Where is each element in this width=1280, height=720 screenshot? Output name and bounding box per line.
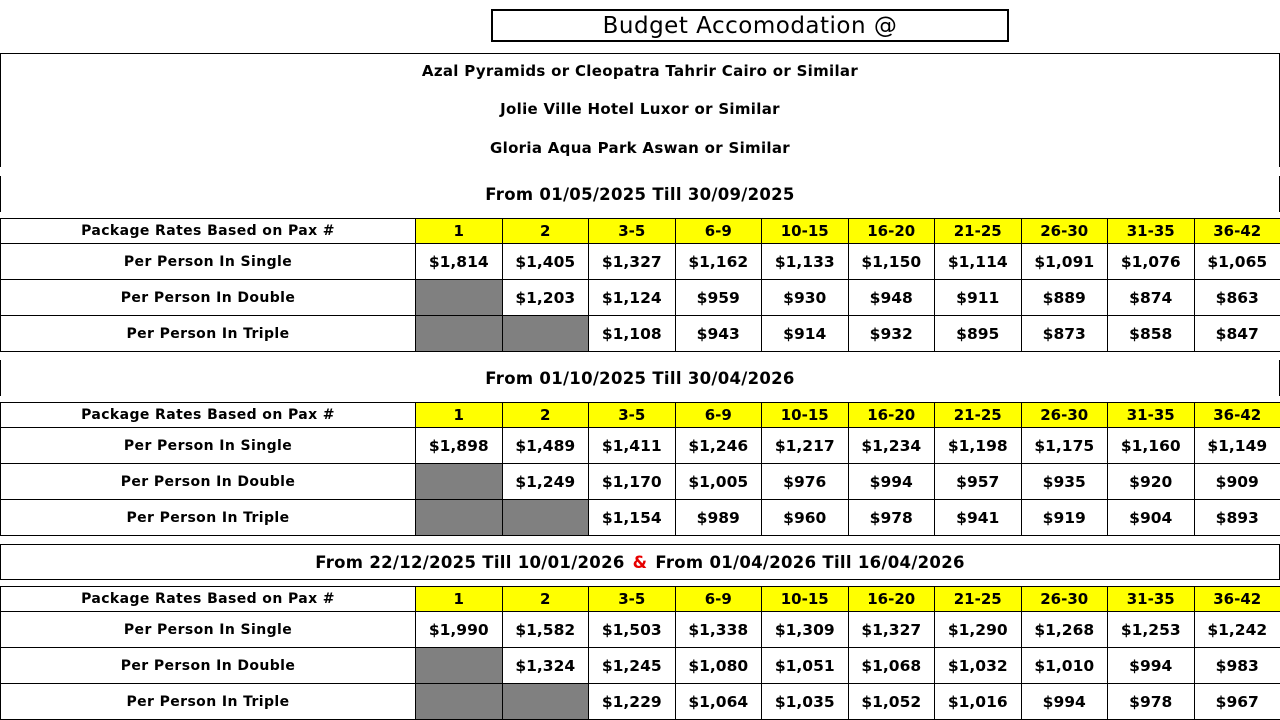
rate-cell: $1,324 (502, 648, 589, 684)
rate-cell: $960 (762, 500, 849, 536)
rate-cell: $1,160 (1108, 428, 1195, 464)
pax-group-header: 2 (502, 219, 589, 244)
pax-group-header: 26-30 (1021, 219, 1108, 244)
rate-cell: $1,898 (416, 428, 503, 464)
rate-cell: $873 (1021, 316, 1108, 352)
rate-cell: $1,253 (1108, 612, 1195, 648)
rate-cell: $1,246 (675, 428, 762, 464)
season-3-period-part-2: From 01/04/2026 Till 16/04/2026 (655, 552, 965, 572)
rate-cell: $1,032 (935, 648, 1022, 684)
rate-cell: $893 (1194, 500, 1280, 536)
rate-cell: $1,229 (589, 684, 676, 720)
rate-cell: $895 (935, 316, 1022, 352)
rate-cell: $1,249 (502, 464, 589, 500)
pax-group-header: 21-25 (935, 403, 1022, 428)
rate-cell: $1,217 (762, 428, 849, 464)
rate-cell: $1,290 (935, 612, 1022, 648)
rate-cell: $920 (1108, 464, 1195, 500)
pax-group-header: 36-42 (1194, 403, 1280, 428)
table-row (1, 316, 1280, 352)
table-header-row (1, 403, 1280, 428)
pax-group-header: 36-42 (1194, 219, 1280, 244)
rate-cell: $932 (848, 316, 935, 352)
rate-cell: $1,405 (502, 244, 589, 280)
unavailable-cell (502, 500, 589, 536)
unavailable-cell (416, 500, 503, 536)
season-2-rate-table (0, 402, 1280, 536)
unavailable-cell (416, 648, 503, 684)
rate-cell: $978 (1108, 684, 1195, 720)
pax-group-header: 1 (416, 403, 503, 428)
unavailable-cell (416, 280, 503, 316)
pax-group-header: 6-9 (675, 403, 762, 428)
season-1-period: From 01/05/2025 Till 30/09/2025 (0, 176, 1280, 212)
hotel-luxor: Jolie Ville Hotel Luxor or Similar (500, 100, 780, 118)
season-1-rate-table (0, 218, 1280, 352)
rate-cell: $989 (675, 500, 762, 536)
table-header-row (1, 587, 1280, 612)
pax-group-header: 16-20 (848, 403, 935, 428)
rate-cell: $1,016 (935, 684, 1022, 720)
room-type-label: Per Person In Single (1, 428, 416, 464)
rate-cell: $1,005 (675, 464, 762, 500)
rate-cell: $994 (1108, 648, 1195, 684)
rate-cell: $1,133 (762, 244, 849, 280)
rate-cell: $874 (1108, 280, 1195, 316)
rate-cell: $911 (935, 280, 1022, 316)
rate-cell: $978 (848, 500, 935, 536)
rate-cell: $1,245 (589, 648, 676, 684)
rate-cell: $1,814 (416, 244, 503, 280)
rate-cell: $930 (762, 280, 849, 316)
pax-group-header: 2 (502, 587, 589, 612)
rate-cell: $1,582 (502, 612, 589, 648)
rate-cell: $1,010 (1021, 648, 1108, 684)
rate-cell: $1,065 (1194, 244, 1280, 280)
rate-cell: $1,990 (416, 612, 503, 648)
rate-cell: $935 (1021, 464, 1108, 500)
room-type-label: Per Person In Triple (1, 500, 416, 536)
rate-cell: $1,124 (589, 280, 676, 316)
table-row (1, 428, 1280, 464)
rate-cell: $914 (762, 316, 849, 352)
rate-cell: $1,114 (935, 244, 1022, 280)
rate-cell: $1,068 (848, 648, 935, 684)
rate-cell: $959 (675, 280, 762, 316)
rate-cell: $994 (848, 464, 935, 500)
table-row (1, 648, 1280, 684)
rate-cell: $1,052 (848, 684, 935, 720)
pax-group-header: 21-25 (935, 587, 1022, 612)
pax-group-header: 31-35 (1108, 219, 1195, 244)
rate-cell: $943 (675, 316, 762, 352)
rate-cell: $957 (935, 464, 1022, 500)
table-row (1, 464, 1280, 500)
room-type-label: Per Person In Single (1, 612, 416, 648)
rate-cell: $983 (1194, 648, 1280, 684)
rate-cell: $858 (1108, 316, 1195, 352)
pax-group-header: 6-9 (675, 219, 762, 244)
rate-cell: $904 (1108, 500, 1195, 536)
rate-cell: $1,489 (502, 428, 589, 464)
hotel-aswan: Gloria Aqua Park Aswan or Similar (490, 139, 790, 157)
room-type-label: Per Person In Single (1, 244, 416, 280)
table-row (1, 684, 1280, 720)
season-3-rate-table (0, 586, 1280, 720)
rate-cell: $1,154 (589, 500, 676, 536)
pax-group-header: 3-5 (589, 587, 676, 612)
rate-cell: $1,162 (675, 244, 762, 280)
rate-cell: $1,411 (589, 428, 676, 464)
season-3-period-part-1: From 22/12/2025 Till 10/01/2026 (315, 552, 625, 572)
room-type-label: Per Person In Double (1, 280, 416, 316)
page-title: Budget Accomodation @ (491, 9, 1009, 42)
rate-cell: $863 (1194, 280, 1280, 316)
table-row (1, 280, 1280, 316)
rate-cell: $948 (848, 280, 935, 316)
rate-cell: $1,234 (848, 428, 935, 464)
pax-group-header: 16-20 (848, 219, 935, 244)
rate-cell: $976 (762, 464, 849, 500)
table-row (1, 500, 1280, 536)
table-header-row (1, 219, 1280, 244)
table-header-label: Package Rates Based on Pax # (1, 219, 416, 244)
rate-cell: $1,198 (935, 428, 1022, 464)
unavailable-cell (416, 464, 503, 500)
pax-group-header: 26-30 (1021, 587, 1108, 612)
pax-group-header: 3-5 (589, 403, 676, 428)
unavailable-cell (416, 316, 503, 352)
unavailable-cell (502, 684, 589, 720)
table-row (1, 612, 1280, 648)
rate-cell: $1,170 (589, 464, 676, 500)
rate-cell: $1,203 (502, 280, 589, 316)
rate-cell: $1,327 (589, 244, 676, 280)
season-3-period (0, 544, 1280, 580)
table-header-label: Package Rates Based on Pax # (1, 587, 416, 612)
hotel-list (0, 53, 1280, 167)
room-type-label: Per Person In Double (1, 464, 416, 500)
rate-cell: $1,076 (1108, 244, 1195, 280)
pax-group-header: 26-30 (1021, 403, 1108, 428)
unavailable-cell (416, 684, 503, 720)
pax-group-header: 10-15 (762, 219, 849, 244)
pax-group-header: 3-5 (589, 219, 676, 244)
rate-cell: $889 (1021, 280, 1108, 316)
rate-cell: $909 (1194, 464, 1280, 500)
pax-group-header: 2 (502, 403, 589, 428)
table-header-label: Package Rates Based on Pax # (1, 403, 416, 428)
rate-cell: $1,150 (848, 244, 935, 280)
table-row (1, 244, 1280, 280)
pax-group-header: 10-15 (762, 403, 849, 428)
rate-cell: $847 (1194, 316, 1280, 352)
season-2-period: From 01/10/2025 Till 30/04/2026 (0, 360, 1280, 396)
rate-cell: $1,268 (1021, 612, 1108, 648)
pax-group-header: 31-35 (1108, 587, 1195, 612)
rate-cell: $1,309 (762, 612, 849, 648)
rate-cell: $1,327 (848, 612, 935, 648)
pax-group-header: 21-25 (935, 219, 1022, 244)
pax-group-header: 1 (416, 219, 503, 244)
rate-cell: $1,035 (762, 684, 849, 720)
rate-cell: $919 (1021, 500, 1108, 536)
rate-cell: $941 (935, 500, 1022, 536)
unavailable-cell (502, 316, 589, 352)
rate-cell: $1,080 (675, 648, 762, 684)
room-type-label: Per Person In Triple (1, 684, 416, 720)
room-type-label: Per Person In Triple (1, 316, 416, 352)
pax-group-header: 10-15 (762, 587, 849, 612)
rate-cell: $1,242 (1194, 612, 1280, 648)
rate-cell: $1,175 (1021, 428, 1108, 464)
rate-cell: $1,064 (675, 684, 762, 720)
rate-cell: $1,149 (1194, 428, 1280, 464)
rate-cell: $1,108 (589, 316, 676, 352)
pax-group-header: 1 (416, 587, 503, 612)
period-ampersand: & (632, 552, 648, 572)
pax-group-header: 31-35 (1108, 403, 1195, 428)
rate-cell: $1,503 (589, 612, 676, 648)
room-type-label: Per Person In Double (1, 648, 416, 684)
rate-cell: $1,338 (675, 612, 762, 648)
rate-cell: $967 (1194, 684, 1280, 720)
rate-cell: $1,091 (1021, 244, 1108, 280)
pax-group-header: 6-9 (675, 587, 762, 612)
hotel-cairo: Azal Pyramids or Cleopatra Tahrir Cairo or Similar (421, 62, 859, 80)
pax-group-header: 36-42 (1194, 587, 1280, 612)
rate-cell: $994 (1021, 684, 1108, 720)
pax-group-header: 16-20 (848, 587, 935, 612)
rate-cell: $1,051 (762, 648, 849, 684)
